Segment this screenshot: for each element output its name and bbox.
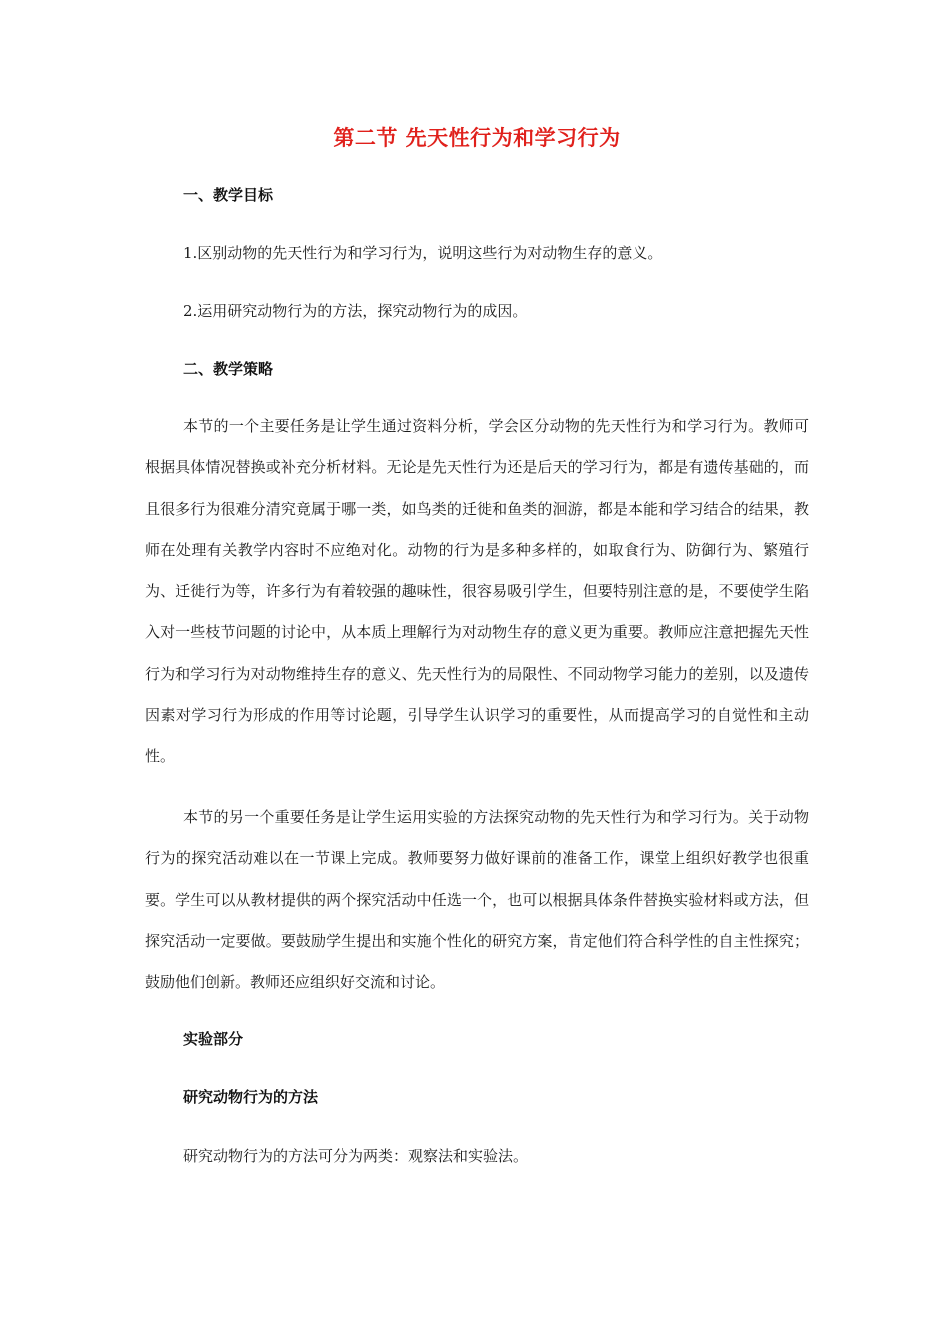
experiment-heading: 实验部分: [183, 1030, 244, 1048]
strategy-paragraph-2: 本节的另一个重要任务是让学生运用实验的方法探究动物的先天性行为和学习行为。关于动物行为的探究活动难以在一节课上完成。教师要努力做好课前的准备工作，课堂上组织好教学也很重要。学生可以从教材提供的两个探究活动中任选一个，也可以根据具体条件替换实验材料或方法，但探究活动一定要做。要鼓励学生提出和实施个性化的研究方案，肯定他们符合科学性的自主性探究；鼓励他们创新。教师还应组织好交流和讨论。: [145, 808, 809, 992]
page-title: 第二节 先天性行为和学习行为: [333, 126, 621, 150]
strategy-paragraph-1: 本节的一个主要任务是让学生通过资料分析，学会区分动物的先天性行为和学习行为。教师可根据具体情况替换或补充分析材料。无论是先天性行为还是后天的学习行为，都是有遗传基础的，而且很多行为很难分清究竟属于哪一类，如鸟类的迁徙和鱼类的洄游，都是本能和学习结合的结果，教师在处理有关教学内容时不应绝对化。动物的行为是多种多样的，如取食行为、防御行为、繁殖行为、迁徙行为等，许多行为有着较强的趣味性，很容易吸引学生，但要特别注意的是，不要使学生陷入对一些枝节问题的讨论中，从本质上理解行为对动物生存的意义更为重要。教师应注意把握先天性行为和学习行为对动物维持生存的意义、先天性行为的局限性、不同动物学习能力的差别，以及遗传因素对学习行为形成的作用等讨论题，引导学生认识学习的重要性，从而提高学习的自觉性和主动性。: [145, 417, 809, 766]
objective-item-1: 1.区别动物的先天性行为和学习行为，说明这些行为对动物生存的意义。: [183, 244, 663, 262]
methods-text: 研究动物行为的方法可分为两类：观察法和实验法。: [183, 1147, 529, 1165]
strategy-heading: 二、教学策略: [183, 360, 274, 378]
methods-heading: 研究动物行为的方法: [183, 1088, 319, 1106]
objective-item-2: 2.运用研究动物行为的方法，探究动物行为的成因。: [183, 302, 528, 320]
objectives-heading: 一、教学目标: [183, 186, 274, 204]
